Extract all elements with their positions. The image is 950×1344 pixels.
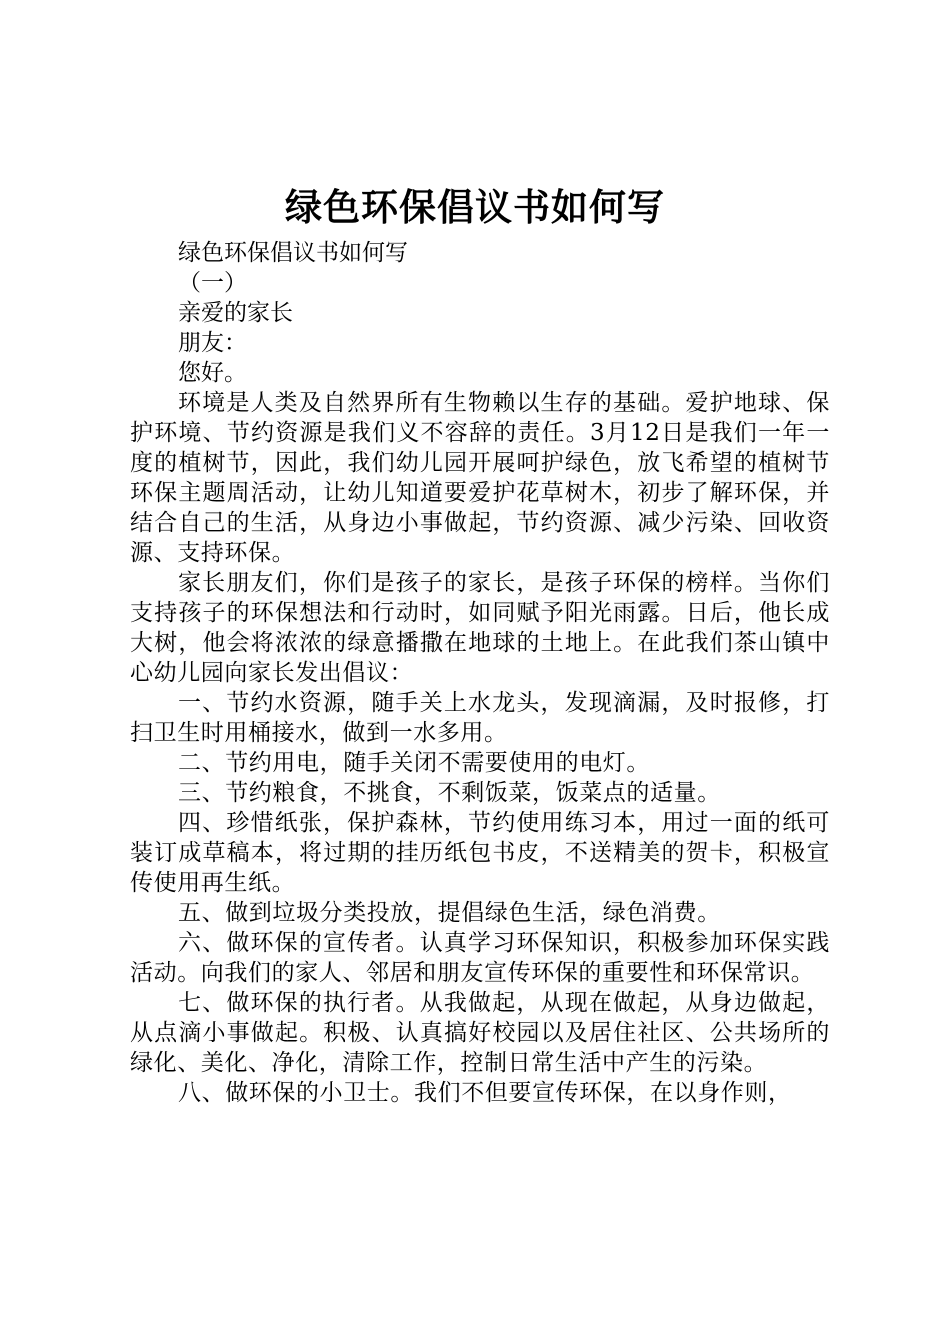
proposal-item-8: 八、做环保的小卫士。我们不但要宣传环保，在以身作则， — [178, 1080, 792, 1106]
proposal-item-4: 四、珍惜纸张，保护森林，节约使用练习本，用过一面的纸可装订成草稿本，将过期的挂历纸包书皮，不送精美的贺卡，积极宣传使用再生纸。 — [130, 810, 830, 896]
paragraph-parents: 家长朋友们，你们是孩子的家长，是孩子环保的榜样。当你们支持孩子的环保想法和行动时，如同赋予阳光雨露。日后，他长成大树，他会将浓浓的绿意播撒在地球的土地上。在此我们茶山镇中心幼儿园向家长发出倡议： — [130, 570, 830, 686]
document-body — [130, 238, 830, 1108]
section-marker: （一） — [178, 270, 247, 296]
proposal-item-2: 二、节约用电，随手关闭不需要使用的电灯。 — [178, 750, 650, 776]
proposal-item-1: 一、节约水资源，随手关上水龙头，发现滴漏，及时报修，打扫卫生时用桶接水，做到一水多用。 — [130, 690, 830, 746]
paragraph-intro: 环境是人类及自然界所有生物赖以生存的基础。爱护地球、保护环境、节约资源是我们义不容辞的责任。3月12日是我们一年一度的植树节，因此，我们幼儿园开展呵护绿色，放飞希望的植树节环保主题周活动，让幼儿知道要爱护花草树木，初步了解环保，并结合自己的生活，从身边小事做起，节约资源、减少污染、回收资源、支持环保。 — [130, 390, 830, 566]
document-subtitle: 绿色环保倡议书如何写 — [178, 240, 408, 266]
salutation-line-1: 亲爱的家长 — [178, 300, 293, 326]
proposal-item-6: 六、做环保的宣传者。认真学习环保知识，积极参加环保实践活动。向我们的家人、邻居和朋友宣传环保的重要性和环保常识。 — [130, 930, 830, 986]
proposal-item-7: 七、做环保的执行者。从我做起，从现在做起，从身边做起，从点滴小事做起。积极、认真搞好校园以及居住社区、公共场所的绿化、美化、净化，清除工作，控制日常生活中产生的污染。 — [130, 990, 830, 1076]
document-title: 绿色环保倡议书如何写 — [285, 185, 665, 229]
greeting: 您好。 — [178, 360, 247, 386]
proposal-item-3: 三、节约粮食，不挑食，不剩饭菜，饭菜点的适量。 — [178, 780, 721, 806]
salutation-line-2: 朋友： — [178, 330, 247, 356]
proposal-item-5: 五、做到垃圾分类投放，提倡绿色生活，绿色消费。 — [178, 900, 721, 926]
